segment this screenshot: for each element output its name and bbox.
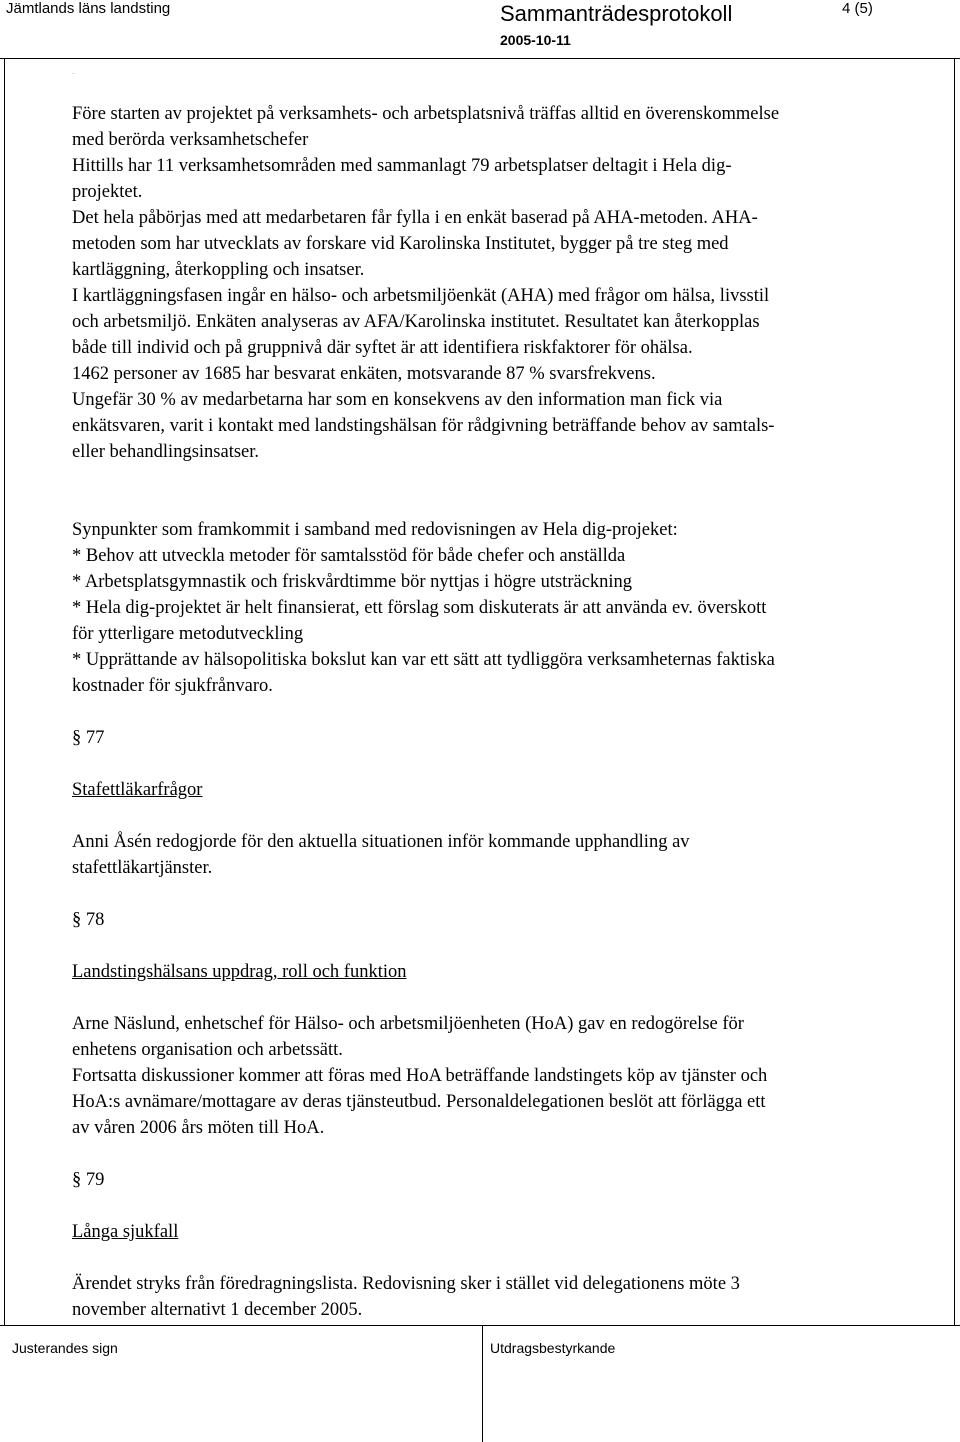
section-number: § 78 <box>72 910 105 930</box>
text-line: eller behandlingsinsatser. <box>72 442 260 462</box>
text-line: Hittills har 11 verksamhetsområden med sammanlagt 79 arbetsplatser deltagit i Hela dig- <box>72 156 732 176</box>
bullet-line: * Behov att utveckla metoder för samtalsstöd för både chefer och anställda <box>72 546 626 566</box>
protocol-body <box>72 101 942 1323</box>
text-line: HoA:s avnämare/mottagare av deras tjänsteutbud. Personaldelegationen beslöt att förlägga ett <box>72 1092 766 1112</box>
section-number: § 77 <box>72 728 105 748</box>
intro-paragraph <box>72 101 942 465</box>
text-line: Arne Näslund, enhetschef för Hälso- och arbetsmiljöenheten (HoA) gav en redogörelse för <box>72 1014 744 1034</box>
header-divider <box>0 58 960 59</box>
text-line: Före starten av projektet på verksamhets- och arbetsplatsnivå träffas alltid en överenskommelse <box>72 104 780 124</box>
text-line: metoden som har utvecklats av forskare vid Karolinska Institutet, bygger på tre steg med <box>72 234 729 254</box>
footer-column-divider <box>482 1325 483 1442</box>
footer-certification-label: Utdragsbestyrkande <box>490 1340 616 1356</box>
footer-signature-label: Justerandes sign <box>12 1340 118 1356</box>
text-line: Det hela påbörjas med att medarbetaren får fylla i en enkät baserad på AHA-metoden. AHA- <box>72 208 758 228</box>
text-line: kostnader för sjukfrånvaro. <box>72 676 273 696</box>
text-line: för ytterligare metodutveckling <box>72 624 304 644</box>
text-line: enkätsvaren, varit i kontakt med landstingshälsan för rådgivning beträffande behov av samtals- <box>72 416 775 436</box>
text-line: kartläggning, återkoppling och insatser. <box>72 260 365 280</box>
section-heading: Långa sjukfall <box>72 1222 179 1242</box>
text-line: Ärendet stryks från föredragningslista. Redovisning sker i stället vid delegationens möte 3 <box>72 1274 740 1294</box>
text-line: enhetens organisation och arbetssätt. <box>72 1040 343 1060</box>
footer-divider <box>0 1325 960 1326</box>
text-line: både till individ och på gruppnivå där syftet är att identifiera riskfaktorer för ohälsa. <box>72 338 693 358</box>
text-line: Fortsatta diskussioner kommer att föras med HoA beträffande landstingets köp av tjänster och <box>72 1066 768 1086</box>
frame-right-border <box>954 58 955 1325</box>
header-title: Sammanträdesprotokoll <box>500 1 733 26</box>
bullet-line: * Arbetsplatsgymnastik och friskvårdtimme bör nyttjas i högre utsträckning <box>72 572 633 592</box>
text-line: med berörda verksamhetschefer <box>72 130 309 150</box>
header-organization: Jämtlands läns landsting <box>6 0 171 17</box>
bullet-line: * Upprättande av hälsopolitiska bokslut kan var ett sätt att tydliggöra verksamheternas faktiska <box>72 650 775 670</box>
text-line: projektet. <box>72 182 143 202</box>
frame-left-border <box>4 58 5 1325</box>
section-heading: Stafettläkarfrågor <box>72 780 203 800</box>
text-line: Synpunkter som framkommit i samband med redovisningen av Hela dig-projeket: <box>72 520 678 540</box>
bullet-line: * Hela dig-projektet är helt finansierat, ett förslag som diskuterats är att använda ev. överskott <box>72 598 767 618</box>
text-line: av våren 2006 års möten till HoA. <box>72 1118 325 1138</box>
text-line: november alternativt 1 december 2005. <box>72 1300 363 1320</box>
text-line: 1462 personer av 1685 har besvarat enkäten, motsvarande 87 % svarsfrekvens. <box>72 364 656 384</box>
scan-mark: .. <box>72 70 75 76</box>
text-line: och arbetsmiljö. Enkäten analyseras av AFA/Karolinska institutet. Resultatet kan återkopplas <box>72 312 760 332</box>
text-line: stafettläkartjänster. <box>72 858 213 878</box>
text-line: I kartläggningsfasen ingår en hälso- och arbetsmiljöenkät (AHA) med frågor om hälsa, livsstil <box>72 286 770 306</box>
header-date: 2005-10-11 <box>500 32 571 48</box>
section-heading: Landstingshälsans uppdrag, roll och funktion <box>72 962 407 982</box>
header-page-number: 4 (5) <box>842 0 873 17</box>
text-line: Ungefär 30 % av medarbetarna har som en konsekvens av den information man fick via <box>72 390 723 410</box>
synpunkter-paragraph <box>72 517 942 699</box>
section-number: § 79 <box>72 1170 105 1190</box>
text-line: Anni Åsén redogjorde för den aktuella situationen inför kommande upphandling av <box>72 832 690 852</box>
